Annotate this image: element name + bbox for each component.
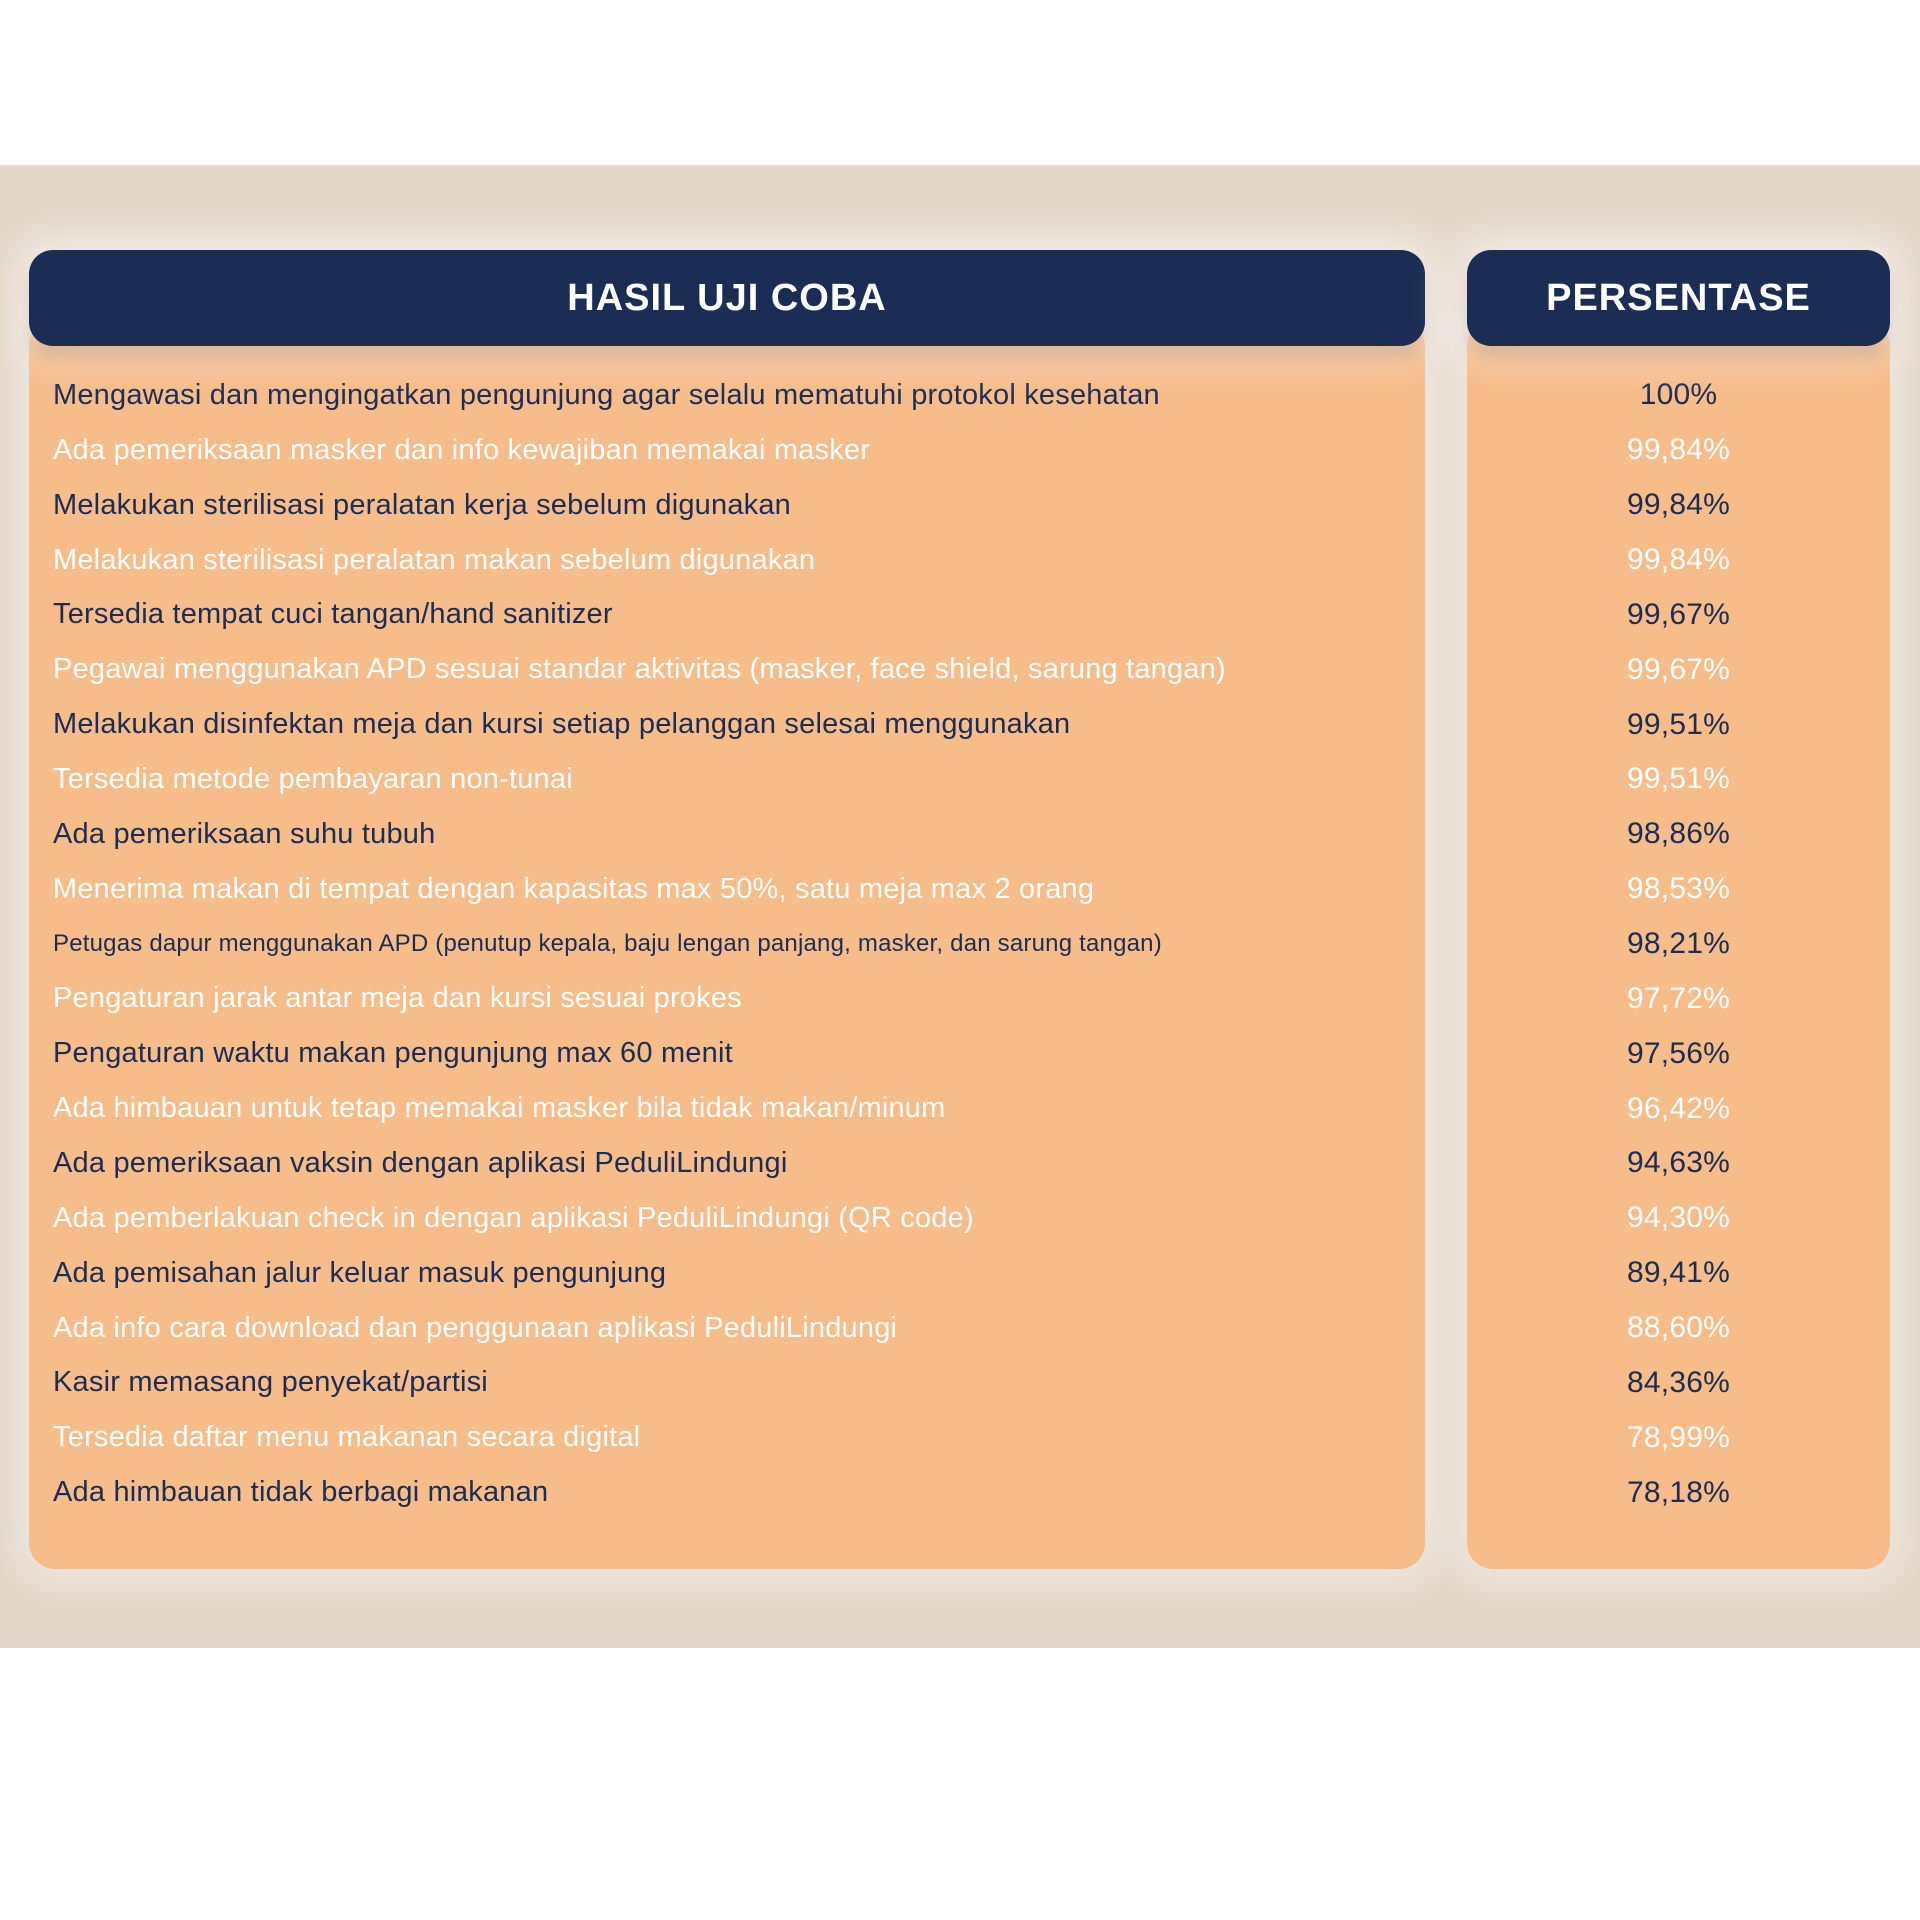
table-row-value: 97,56%	[1627, 1036, 1730, 1070]
table-row-value: 96,42%	[1627, 1091, 1730, 1125]
table-row-value: 99,67%	[1627, 652, 1730, 686]
table-row-value: 78,99%	[1627, 1420, 1730, 1454]
table-row-label: Melakukan sterilisasi peralatan kerja sebelum digunakan	[53, 488, 792, 521]
table-row-value: 99,51%	[1627, 762, 1730, 796]
table-row-label: Ada pemisahan jalur keluar masuk pengunjung	[53, 1256, 667, 1289]
table-row-label: Menerima makan di tempat dengan kapasitas max 50%, satu meja max 2 orang	[53, 872, 1095, 905]
table-row-label: Kasir memasang penyekat/partisi	[53, 1366, 488, 1399]
table-row-value: 94,30%	[1627, 1201, 1730, 1235]
table-row-value: 97,72%	[1627, 981, 1730, 1015]
table-row-label: Ada pemberlakuan check in dengan aplikasi PeduliLindungi (QR code)	[53, 1201, 974, 1234]
percentage-header	[1467, 250, 1890, 346]
results-rows	[29, 368, 1425, 1520]
table-row-label: Ada pemeriksaan masker dan info kewajiban memakai masker	[53, 433, 871, 466]
table-row-label: Tersedia daftar menu makanan secara digital	[53, 1421, 641, 1454]
table-row-value: 99,84%	[1627, 433, 1730, 467]
table-row-label: Ada himbauan tidak berbagi makanan	[53, 1476, 549, 1509]
table-row-value: 100%	[1639, 378, 1718, 412]
table-row-label: Tersedia tempat cuci tangan/hand sanitizer	[53, 598, 613, 631]
table-row-value: 98,86%	[1627, 817, 1730, 851]
table-row-value: 98,21%	[1627, 927, 1730, 961]
results-header-title: HASIL UJI COBA	[567, 276, 887, 319]
table-row-value: 99,67%	[1627, 597, 1730, 631]
table-row-label: Melakukan sterilisasi peralatan makan sebelum digunakan	[53, 543, 816, 576]
table-row-value: 94,63%	[1627, 1146, 1730, 1180]
table-row-label: Ada pemeriksaan suhu tubuh	[53, 817, 436, 850]
table-row-value: 98,53%	[1627, 872, 1730, 906]
table-row-label: Mengawasi dan mengingatkan pengunjung agar selalu mematuhi protokol kesehatan	[53, 378, 1160, 411]
table-row-label: Petugas dapur menggunakan APD (penutup kepala, baju lengan panjang, masker, dan sarung tangan)	[53, 930, 1162, 958]
table-row-label: Pengaturan jarak antar meja dan kursi sesuai prokes	[53, 982, 742, 1015]
percentage-header-title: PERSENTASE	[1546, 276, 1811, 319]
table-row-value: 99,84%	[1627, 488, 1730, 522]
results-panel	[29, 250, 1425, 1569]
percentage-body	[1467, 320, 1890, 1569]
table-row-value: 99,51%	[1627, 707, 1730, 741]
percentage-rows	[1467, 368, 1890, 1520]
table-row-label: Ada info cara download dan penggunaan aplikasi PeduliLindungi	[53, 1311, 898, 1344]
table-row-value: 78,18%	[1627, 1475, 1730, 1509]
percentage-panel	[1467, 250, 1890, 1569]
table-row-value: 84,36%	[1627, 1365, 1730, 1399]
table-row-label: Pegawai menggunakan APD sesuai standar aktivitas (masker, face shield, sarung tangan)	[53, 653, 1226, 686]
results-header	[29, 250, 1425, 346]
table-row-value: 88,60%	[1627, 1311, 1730, 1345]
results-body	[29, 320, 1425, 1569]
table-row-value: 89,41%	[1627, 1256, 1730, 1290]
table-row-label: Melakukan disinfektan meja dan kursi setiap pelanggan selesai menggunakan	[53, 708, 1071, 741]
table-row-value: 99,84%	[1627, 543, 1730, 576]
table-row-label: Ada pemeriksaan vaksin dengan aplikasi PeduliLindungi	[53, 1146, 788, 1179]
table-row-label: Tersedia metode pembayaran non-tunai	[53, 762, 573, 795]
table-row-label: Pengaturan waktu makan pengunjung max 60 menit	[53, 1037, 733, 1070]
table-row-label: Ada himbauan untuk tetap memakai masker bila tidak makan/minum	[53, 1092, 946, 1125]
